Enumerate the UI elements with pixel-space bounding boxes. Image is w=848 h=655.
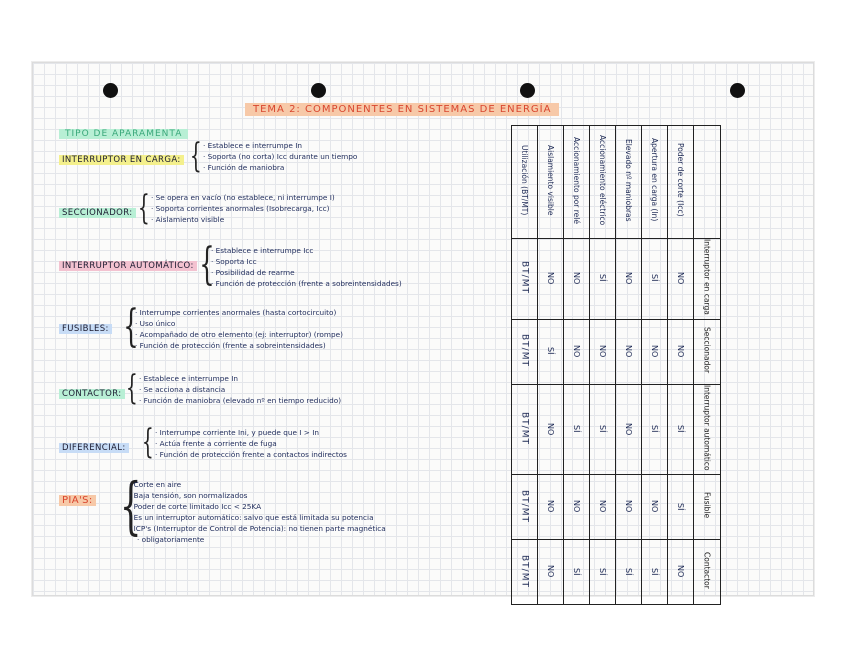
label-interruptor-en-carga: INTERRUPTOR EN CARGA: xyxy=(59,155,184,165)
list-item: · Interrumpe corrientes anormales (hasta cortocircuito) xyxy=(135,307,343,318)
table-cell: SÍ xyxy=(590,384,616,475)
list-contactor xyxy=(139,373,341,406)
table-cell: NO xyxy=(538,475,564,540)
label-contactor: CONTACTOR: xyxy=(59,389,125,399)
brace-icon: { xyxy=(119,469,142,542)
notebook-page xyxy=(32,62,814,596)
list-item: · Acompañado de otro elemento (ej: interruptor) (rompe) xyxy=(135,329,343,340)
table-cell: NO xyxy=(668,319,694,384)
list-item: · Aislamiento visible xyxy=(151,214,335,225)
table-header-cell: Poder de corte (Icc) xyxy=(668,126,694,239)
binder-hole-icon xyxy=(730,83,745,98)
table-cell: NO xyxy=(642,475,668,540)
comparison-table xyxy=(511,125,721,605)
table-cell: NO xyxy=(668,540,694,605)
table-row xyxy=(512,384,721,475)
table-cell: SÍ xyxy=(590,239,616,320)
table-cell: SÍ xyxy=(616,540,642,605)
table-cell: NO xyxy=(564,239,590,320)
list-item: · Soporta corrientes anormales (Isobrecarga, Icc) xyxy=(151,203,335,214)
list-item: · Función de protección (frente a sobreintensidades) xyxy=(211,278,402,289)
list-item: · Actúa frente a corriente de fuga xyxy=(155,438,347,449)
table-cell: NO xyxy=(538,540,564,605)
brace-icon: { xyxy=(189,136,202,176)
list-item: · Establece e interrumpe Icc xyxy=(211,245,402,256)
list-interruptor-en-carga xyxy=(203,140,357,173)
table-cell: NO xyxy=(590,475,616,540)
binder-hole-icon xyxy=(103,83,118,98)
table-header-cell: Accionamiento por relé xyxy=(564,126,590,239)
table-cell: NO xyxy=(616,475,642,540)
table-header-cell: Elevado nº maniobras xyxy=(616,126,642,239)
list-item: · obligatoriamente xyxy=(129,534,386,545)
table-cell: NO xyxy=(564,319,590,384)
list-item: · Soporta Icc xyxy=(211,256,402,267)
table-cell: NO xyxy=(616,319,642,384)
table-cell: NO xyxy=(642,319,668,384)
table-cell: SÍ xyxy=(564,540,590,605)
brace-icon: { xyxy=(137,188,150,228)
list-item: · Interrumpe corriente Ini, y puede que I > In xyxy=(155,427,347,438)
list-item: · Establece e interrumpe In xyxy=(203,140,357,151)
table-row-label: Fusible xyxy=(694,475,721,540)
list-item: · Función de maniobra (elevado nº en tiempo reducido) xyxy=(139,395,341,406)
table-cell: NO xyxy=(564,475,590,540)
list-item: · Poder de corte limitado Icc < 25KA xyxy=(129,501,386,512)
table-corner-cell xyxy=(694,126,721,239)
table-cell: NO xyxy=(538,384,564,475)
list-item: · Se opera en vacío (no establece, ni interrumpe I) xyxy=(151,192,335,203)
table-cell: BT/MT xyxy=(512,540,538,605)
table-header-cell: Accionamiento eléctrico xyxy=(590,126,616,239)
table-cell: SÍ xyxy=(564,384,590,475)
table-cell: SÍ xyxy=(668,384,694,475)
list-seccionador xyxy=(151,192,335,225)
label-diferencial: DIFERENCIAL: xyxy=(59,443,129,453)
table-cell: SÍ xyxy=(642,239,668,320)
table-cell: NO xyxy=(616,384,642,475)
table-cell: NO xyxy=(616,239,642,320)
table-cell: SÍ xyxy=(642,384,668,475)
list-item: · Función de protección frente a contactos indirectos xyxy=(155,449,347,460)
brace-icon: { xyxy=(141,422,154,462)
table-row-label: Interruptor en carga xyxy=(694,239,721,320)
table-row xyxy=(512,319,721,384)
list-interruptor-automatico xyxy=(211,245,402,289)
table-header-row xyxy=(512,126,721,239)
list-item: · Establece e interrumpe In xyxy=(139,373,341,384)
table-row xyxy=(512,540,721,605)
table-cell: NO xyxy=(538,239,564,320)
brace-icon: { xyxy=(125,368,138,408)
binder-hole-icon xyxy=(311,83,326,98)
table-cell: SÍ xyxy=(538,319,564,384)
binder-hole-icon xyxy=(520,83,535,98)
list-item: · Posibilidad de rearme xyxy=(211,267,402,278)
label-interruptor-automatico: INTERRUPTOR AUTOMÁTICO: xyxy=(59,261,197,271)
list-diferencial xyxy=(155,427,347,460)
list-item: · Soporta (no corta) Icc durante un tiempo xyxy=(203,151,357,162)
table-row xyxy=(512,475,721,540)
table-cell: NO xyxy=(668,239,694,320)
table-header-cell: Aislamiento visible xyxy=(538,126,564,239)
brace-icon: { xyxy=(123,301,139,352)
table-cell: BT/MT xyxy=(512,319,538,384)
list-item: · Función de maniobra xyxy=(203,162,357,173)
brace-icon: { xyxy=(199,239,215,290)
table-row xyxy=(512,239,721,320)
list-item: · Baja tensión, son normalizados xyxy=(129,490,386,501)
table-cell: BT/MT xyxy=(512,239,538,320)
table-cell: NO xyxy=(590,319,616,384)
table-header-cell: Apertura en carga (In) xyxy=(642,126,668,239)
table-cell: SÍ xyxy=(642,540,668,605)
list-item: · Se acciona a distancia xyxy=(139,384,341,395)
list-item: · ICP's (Interruptor de Control de Potencia): no tienen parte magnética xyxy=(129,523,386,534)
label-pias: PIA'S: xyxy=(59,495,96,506)
list-item: · Uso único xyxy=(135,318,343,329)
table-row-label: Seccionador xyxy=(694,319,721,384)
label-seccionador: SECCIONADOR: xyxy=(59,208,136,218)
list-item: · Es un interruptor automático: salvo que está limitada su potencia xyxy=(129,512,386,523)
list-item: · Corte en aire xyxy=(129,479,386,490)
page-title: TEMA 2: COMPONENTES EN SISTEMAS DE ENERGÍA xyxy=(245,103,559,116)
label-fusibles: FUSIBLES: xyxy=(59,324,112,334)
table-row-label: Contactor xyxy=(694,540,721,605)
table-cell: SÍ xyxy=(668,475,694,540)
table-header-cell: Utilización (BT/MT) xyxy=(512,126,538,239)
section-heading: TIPO DE APARAMENTA xyxy=(59,129,188,139)
table-row-label: Interruptor automático xyxy=(694,384,721,475)
list-fusibles xyxy=(135,307,343,351)
table-cell: SÍ xyxy=(590,540,616,605)
table-cell: BT/MT xyxy=(512,384,538,475)
list-item: · Función de protección (frente a sobreintensidades) xyxy=(135,340,343,351)
list-pias xyxy=(129,479,386,545)
table-cell: BT/MT xyxy=(512,475,538,540)
